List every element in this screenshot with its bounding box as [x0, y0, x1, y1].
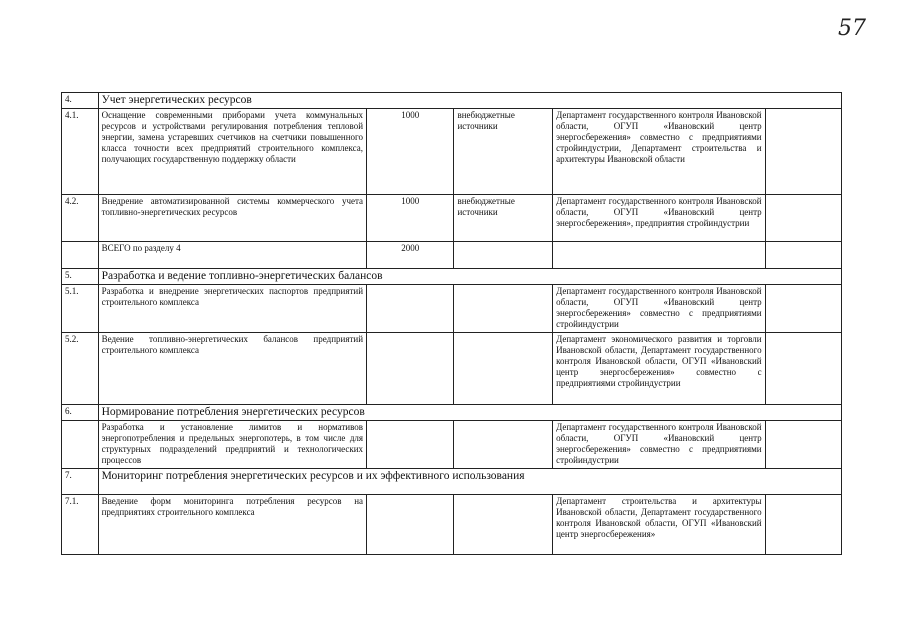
section-header-row	[62, 405, 842, 421]
row-source: внебюджетные источники	[454, 195, 553, 242]
section-title: Нормирование потребления энергетических ресурсов	[98, 405, 841, 421]
row-source	[454, 242, 553, 269]
section-number: 6.	[62, 405, 99, 421]
section-header-row	[62, 269, 842, 285]
row-empty-cell	[765, 242, 841, 269]
row-activity: Разработка и установление лимитов и нормативов энергопотребления и предельных энергопотерь, в том числе для структурных подразделений предприятий и технологических процессов	[98, 421, 366, 469]
row-amount	[367, 285, 454, 333]
row-empty-cell	[765, 495, 841, 555]
table-row	[62, 333, 842, 405]
row-executor: Департамент государственного контроля Ивановской области, ОГУП «Ивановский центр энергосбережения» совместно с предприятиями стройиндустрии	[553, 285, 766, 333]
section-title: Учет энергетических ресурсов	[98, 93, 841, 109]
page-number: 57	[838, 16, 866, 41]
row-activity: ВСЕГО по разделу 4	[98, 242, 366, 269]
table-row	[62, 109, 842, 195]
row-number	[62, 421, 99, 469]
row-empty-cell	[765, 421, 841, 469]
section-title: Мониторинг потребления энергетических ресурсов и их эффективного использования	[98, 469, 841, 495]
table-row	[62, 421, 842, 469]
row-executor: Департамент государственного контроля Ивановской области, ОГУП «Ивановский центр энергосбережения» совместно с предприятиями стройиндустрии	[553, 421, 766, 469]
row-source	[454, 421, 553, 469]
row-number: 4.2.	[62, 195, 99, 242]
row-activity: Ведение топливно-энергетических балансов предприятий строительного комплекса	[98, 333, 366, 405]
row-source	[454, 285, 553, 333]
row-empty-cell	[765, 333, 841, 405]
row-empty-cell	[765, 109, 841, 195]
row-activity: Разработка и внедрение энергетических паспортов предприятий строительного комплекса	[98, 285, 366, 333]
row-amount	[367, 495, 454, 555]
row-source	[454, 333, 553, 405]
row-number: 7.1.	[62, 495, 99, 555]
row-activity: Введение форм мониторинга потребления ресурсов на предприятиях строительного комплекса	[98, 495, 366, 555]
row-amount	[367, 421, 454, 469]
row-activity: Внедрение автоматизированной системы коммерческого учета топливно-энергетических ресурсов	[98, 195, 366, 242]
row-number: 4.1.	[62, 109, 99, 195]
row-source	[454, 495, 553, 555]
table-row-total	[62, 242, 842, 269]
row-amount: 2000	[367, 242, 454, 269]
table-row	[62, 285, 842, 333]
row-executor: Департамент строительства и архитектуры Ивановской области, Департамент государственного контроля Ивановской области, ОГУП «Ивановский центр энергосбережения»	[553, 495, 766, 555]
table-row	[62, 495, 842, 555]
row-empty-cell	[765, 285, 841, 333]
row-executor: Департамент экономического развития и торговли Ивановской области, Департамент государственного контроля Ивановской области, ОГУП «Ивановский центр энергосбережения» совместно с предприятиями стройиндустрии	[553, 333, 766, 405]
row-source: внебюджетные источники	[454, 109, 553, 195]
row-executor	[553, 242, 766, 269]
row-number: 5.2.	[62, 333, 99, 405]
row-amount: 1000	[367, 109, 454, 195]
row-number	[62, 242, 99, 269]
row-activity: Оснащение современными приборами учета коммунальных ресурсов и устройствами регулирования потребления тепловой энергии, замена устаревших счетчиков на счетчики повышенного класса точности всех предприятий строительного комплекса, получающих государственную поддержку области	[98, 109, 366, 195]
section-number: 7.	[62, 469, 99, 495]
row-executor: Департамент государственного контроля Ивановской области, ОГУП «Ивановский центр энергосбережения» совместно с предприятиями стройиндустрии, Департамент строительства и архитектуры Ивановской области	[553, 109, 766, 195]
row-number: 5.1.	[62, 285, 99, 333]
section-header-row	[62, 469, 842, 495]
row-amount: 1000	[367, 195, 454, 242]
section-number: 5.	[62, 269, 99, 285]
table-row	[62, 195, 842, 242]
row-amount	[367, 333, 454, 405]
row-empty-cell	[765, 195, 841, 242]
section-number: 4.	[62, 93, 99, 109]
measures-table	[61, 92, 842, 555]
section-header-row	[62, 93, 842, 109]
section-title: Разработка и ведение топливно-энергетических балансов	[98, 269, 841, 285]
row-executor: Департамент государственного контроля Ивановской области, ОГУП «Ивановский центр энергосбережения», предприятия стройиндустрии	[553, 195, 766, 242]
